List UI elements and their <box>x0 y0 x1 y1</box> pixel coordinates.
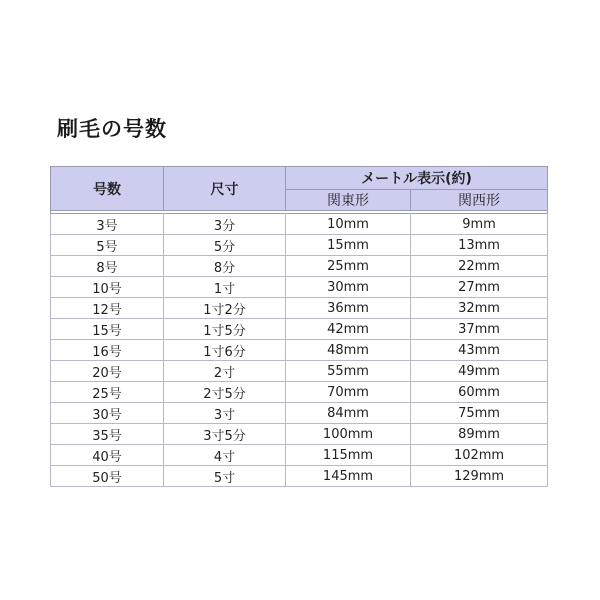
cell-kanto: 115mm <box>286 445 411 466</box>
table-row <box>51 361 548 382</box>
table-row <box>51 319 548 340</box>
cell-number: 30号 <box>51 403 164 424</box>
cell-kansai: 129mm <box>411 466 548 487</box>
cell-kanto: 42mm <box>286 319 411 340</box>
cell-kansai: 22mm <box>411 256 548 277</box>
cell-kanto: 15mm <box>286 235 411 256</box>
cell-size: 2寸 <box>164 361 286 382</box>
cell-kanto: 84mm <box>286 403 411 424</box>
cell-number: 5号 <box>51 235 164 256</box>
cell-size: 1寸5分 <box>164 319 286 340</box>
cell-kansai: 37mm <box>411 319 548 340</box>
cell-size: 8分 <box>164 256 286 277</box>
cell-kansai: 60mm <box>411 382 548 403</box>
cell-kanto: 70mm <box>286 382 411 403</box>
cell-number: 15号 <box>51 319 164 340</box>
cell-number: 20号 <box>51 361 164 382</box>
cell-number: 50号 <box>51 466 164 487</box>
cell-number: 25号 <box>51 382 164 403</box>
cell-number: 8号 <box>51 256 164 277</box>
cell-number: 12号 <box>51 298 164 319</box>
cell-kansai: 89mm <box>411 424 548 445</box>
cell-kansai: 49mm <box>411 361 548 382</box>
header-number: 号数 <box>51 167 164 211</box>
cell-kanto: 55mm <box>286 361 411 382</box>
cell-kansai: 9mm <box>411 214 548 235</box>
header-size: 尺寸 <box>164 167 286 211</box>
cell-size: 1寸6分 <box>164 340 286 361</box>
table-header <box>51 167 548 211</box>
cell-number: 3号 <box>51 214 164 235</box>
cell-kanto: 100mm <box>286 424 411 445</box>
cell-size: 3寸 <box>164 403 286 424</box>
cell-kanto: 25mm <box>286 256 411 277</box>
cell-number: 40号 <box>51 445 164 466</box>
cell-number: 16号 <box>51 340 164 361</box>
table-row <box>51 424 548 445</box>
table-body <box>51 211 548 487</box>
cell-size: 3分 <box>164 214 286 235</box>
table-row <box>51 214 548 235</box>
cell-size: 2寸5分 <box>164 382 286 403</box>
cell-size: 5寸 <box>164 466 286 487</box>
cell-size: 1寸2分 <box>164 298 286 319</box>
cell-kanto: 30mm <box>286 277 411 298</box>
table-row <box>51 403 548 424</box>
table-row <box>51 382 548 403</box>
table-row <box>51 235 548 256</box>
cell-number: 10号 <box>51 277 164 298</box>
cell-kansai: 75mm <box>411 403 548 424</box>
header-metric: メートル表示(約) <box>286 167 548 190</box>
cell-size: 1寸 <box>164 277 286 298</box>
table-row <box>51 298 548 319</box>
header-kansai: 関西形 <box>411 190 548 211</box>
cell-number: 35号 <box>51 424 164 445</box>
cell-kansai: 43mm <box>411 340 548 361</box>
cell-kansai: 32mm <box>411 298 548 319</box>
cell-kanto: 36mm <box>286 298 411 319</box>
table-row <box>51 445 548 466</box>
table-row <box>51 256 548 277</box>
cell-kanto: 145mm <box>286 466 411 487</box>
cell-kansai: 27mm <box>411 277 548 298</box>
table-row <box>51 340 548 361</box>
cell-kansai: 102mm <box>411 445 548 466</box>
brush-size-table <box>50 166 548 487</box>
cell-kanto: 10mm <box>286 214 411 235</box>
cell-kansai: 13mm <box>411 235 548 256</box>
cell-size: 5分 <box>164 235 286 256</box>
header-kanto: 関東形 <box>286 190 411 211</box>
cell-size: 3寸5分 <box>164 424 286 445</box>
cell-size: 4寸 <box>164 445 286 466</box>
cell-kanto: 48mm <box>286 340 411 361</box>
page-title: 刷毛の号数 <box>57 117 167 141</box>
table-row <box>51 466 548 487</box>
table-row <box>51 277 548 298</box>
